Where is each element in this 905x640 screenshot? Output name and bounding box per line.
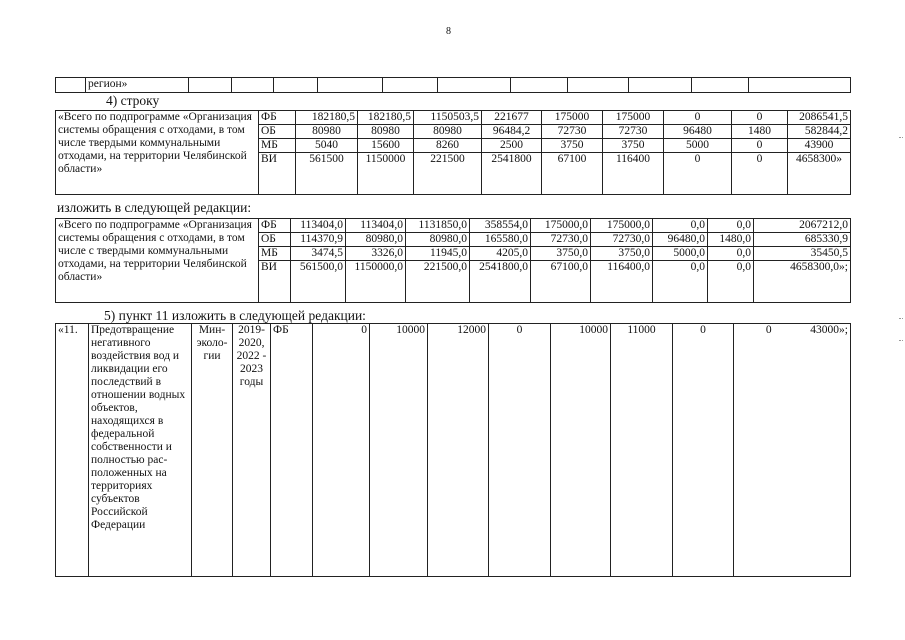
item-years: 2019-2020, 2022 - 2023 годы [233, 324, 271, 577]
table-row: МБ 3474,5 3326,0 11945,0 4205,0 3750,0 3750,0 5000,0 0,0 35450,5 [56, 247, 851, 261]
heading-4: 4) строку [106, 93, 160, 108]
table-row: ВИ 561500,0 1150000,0 221500,0 2541800,0 67100,0 116400,0 0,0 0,0 4658300,0»; [56, 261, 851, 303]
table-row: «11. Предотвращение негативного воздействия вод и ликвидации его последствий в отношении водных объектов, находящихся в федеральной собственности и полностью рас-положенных на территориях субъектов Российской Федерации Мин-эколо-гии 2019-2020, 2022 - 2023 годы ФБ 0 10000 12000 0 10000 11000 0 0 43000»; [56, 324, 851, 577]
item-name: Предотвращение негативного воздействия вод и ликвидации его последствий в отношении водных объектов, находящихся в федеральной собственности и полностью рас-положенных на территориях субъектов Российской Федерации [89, 324, 192, 577]
source-cell: МБ [259, 139, 296, 153]
heading-5: 5) пункт 11 изложить в следующей редакции: [104, 308, 366, 323]
source-cell: МБ [259, 247, 291, 261]
table-row [56, 78, 851, 93]
new-block-label: «Всего по подпрограмме «Организация системы обращения с отходами, в том числе с твердыми коммунальными отходами, на территории Челябинской области» [56, 219, 259, 303]
table-row: «Всего по подпрограмме «Организация системы обращения с отходами, в том числе с твердыми коммунальными отходами, на территории Челябинской области» ФБ 113404,0 113404,0 1131850,0 358554,0 175000,0 175000,0 0,0 0,0 2067212,0 [56, 219, 851, 233]
source-cell: ОБ [259, 125, 296, 139]
source-cell: ВИ [259, 261, 291, 303]
item-total: 0 43000»; [734, 324, 851, 577]
table-row: ОБ 80980 80980 80980 96484,2 72730 72730 96480 1480 582844,2 [56, 125, 851, 139]
old-block-label: «Всего по подпрограмме «Организация системы обращения с отходами, в том числе твердыми коммунальными отходами, на территории Челябинской области» [56, 111, 259, 195]
source-cell: ФБ [259, 219, 291, 233]
table-row: «Всего по подпрограмме «Организация системы обращения с отходами, в том числе твердыми коммунальными отходами, на территории Челябинской области» ФБ 182180,5 182180,5 1150503,5 221677 175000 175000 0 0 2086541,5 [56, 111, 851, 125]
continuation-row-table [55, 77, 851, 93]
region-label: регион» [86, 78, 189, 93]
item-source: ФБ [271, 324, 313, 577]
new-totals-table [55, 218, 851, 303]
source-cell: ОБ [259, 233, 291, 247]
heading-edit: изложить в следующей редакции: [57, 200, 252, 215]
item-number: «11. [56, 324, 89, 577]
table-row: ВИ 561500 1150000 221500 2541800 67100 116400 0 0 4658300» [56, 153, 851, 195]
margin-mark [899, 340, 903, 343]
margin-mark [899, 318, 903, 321]
table-row: МБ 5040 15600 8260 2500 3750 3750 5000 0 43900 [56, 139, 851, 153]
item-11-table [55, 323, 851, 577]
source-cell: ФБ [259, 111, 296, 125]
margin-mark [899, 137, 903, 140]
source-cell: ВИ [259, 153, 296, 195]
page-number: 8 [446, 26, 451, 37]
old-totals-table [55, 110, 851, 195]
item-executor: Мин-эколо-гии [192, 324, 233, 577]
table-row: ОБ 114370,9 80980,0 80980,0 165580,0 72730,0 72730,0 96480,0 1480,0 685330,9 [56, 233, 851, 247]
